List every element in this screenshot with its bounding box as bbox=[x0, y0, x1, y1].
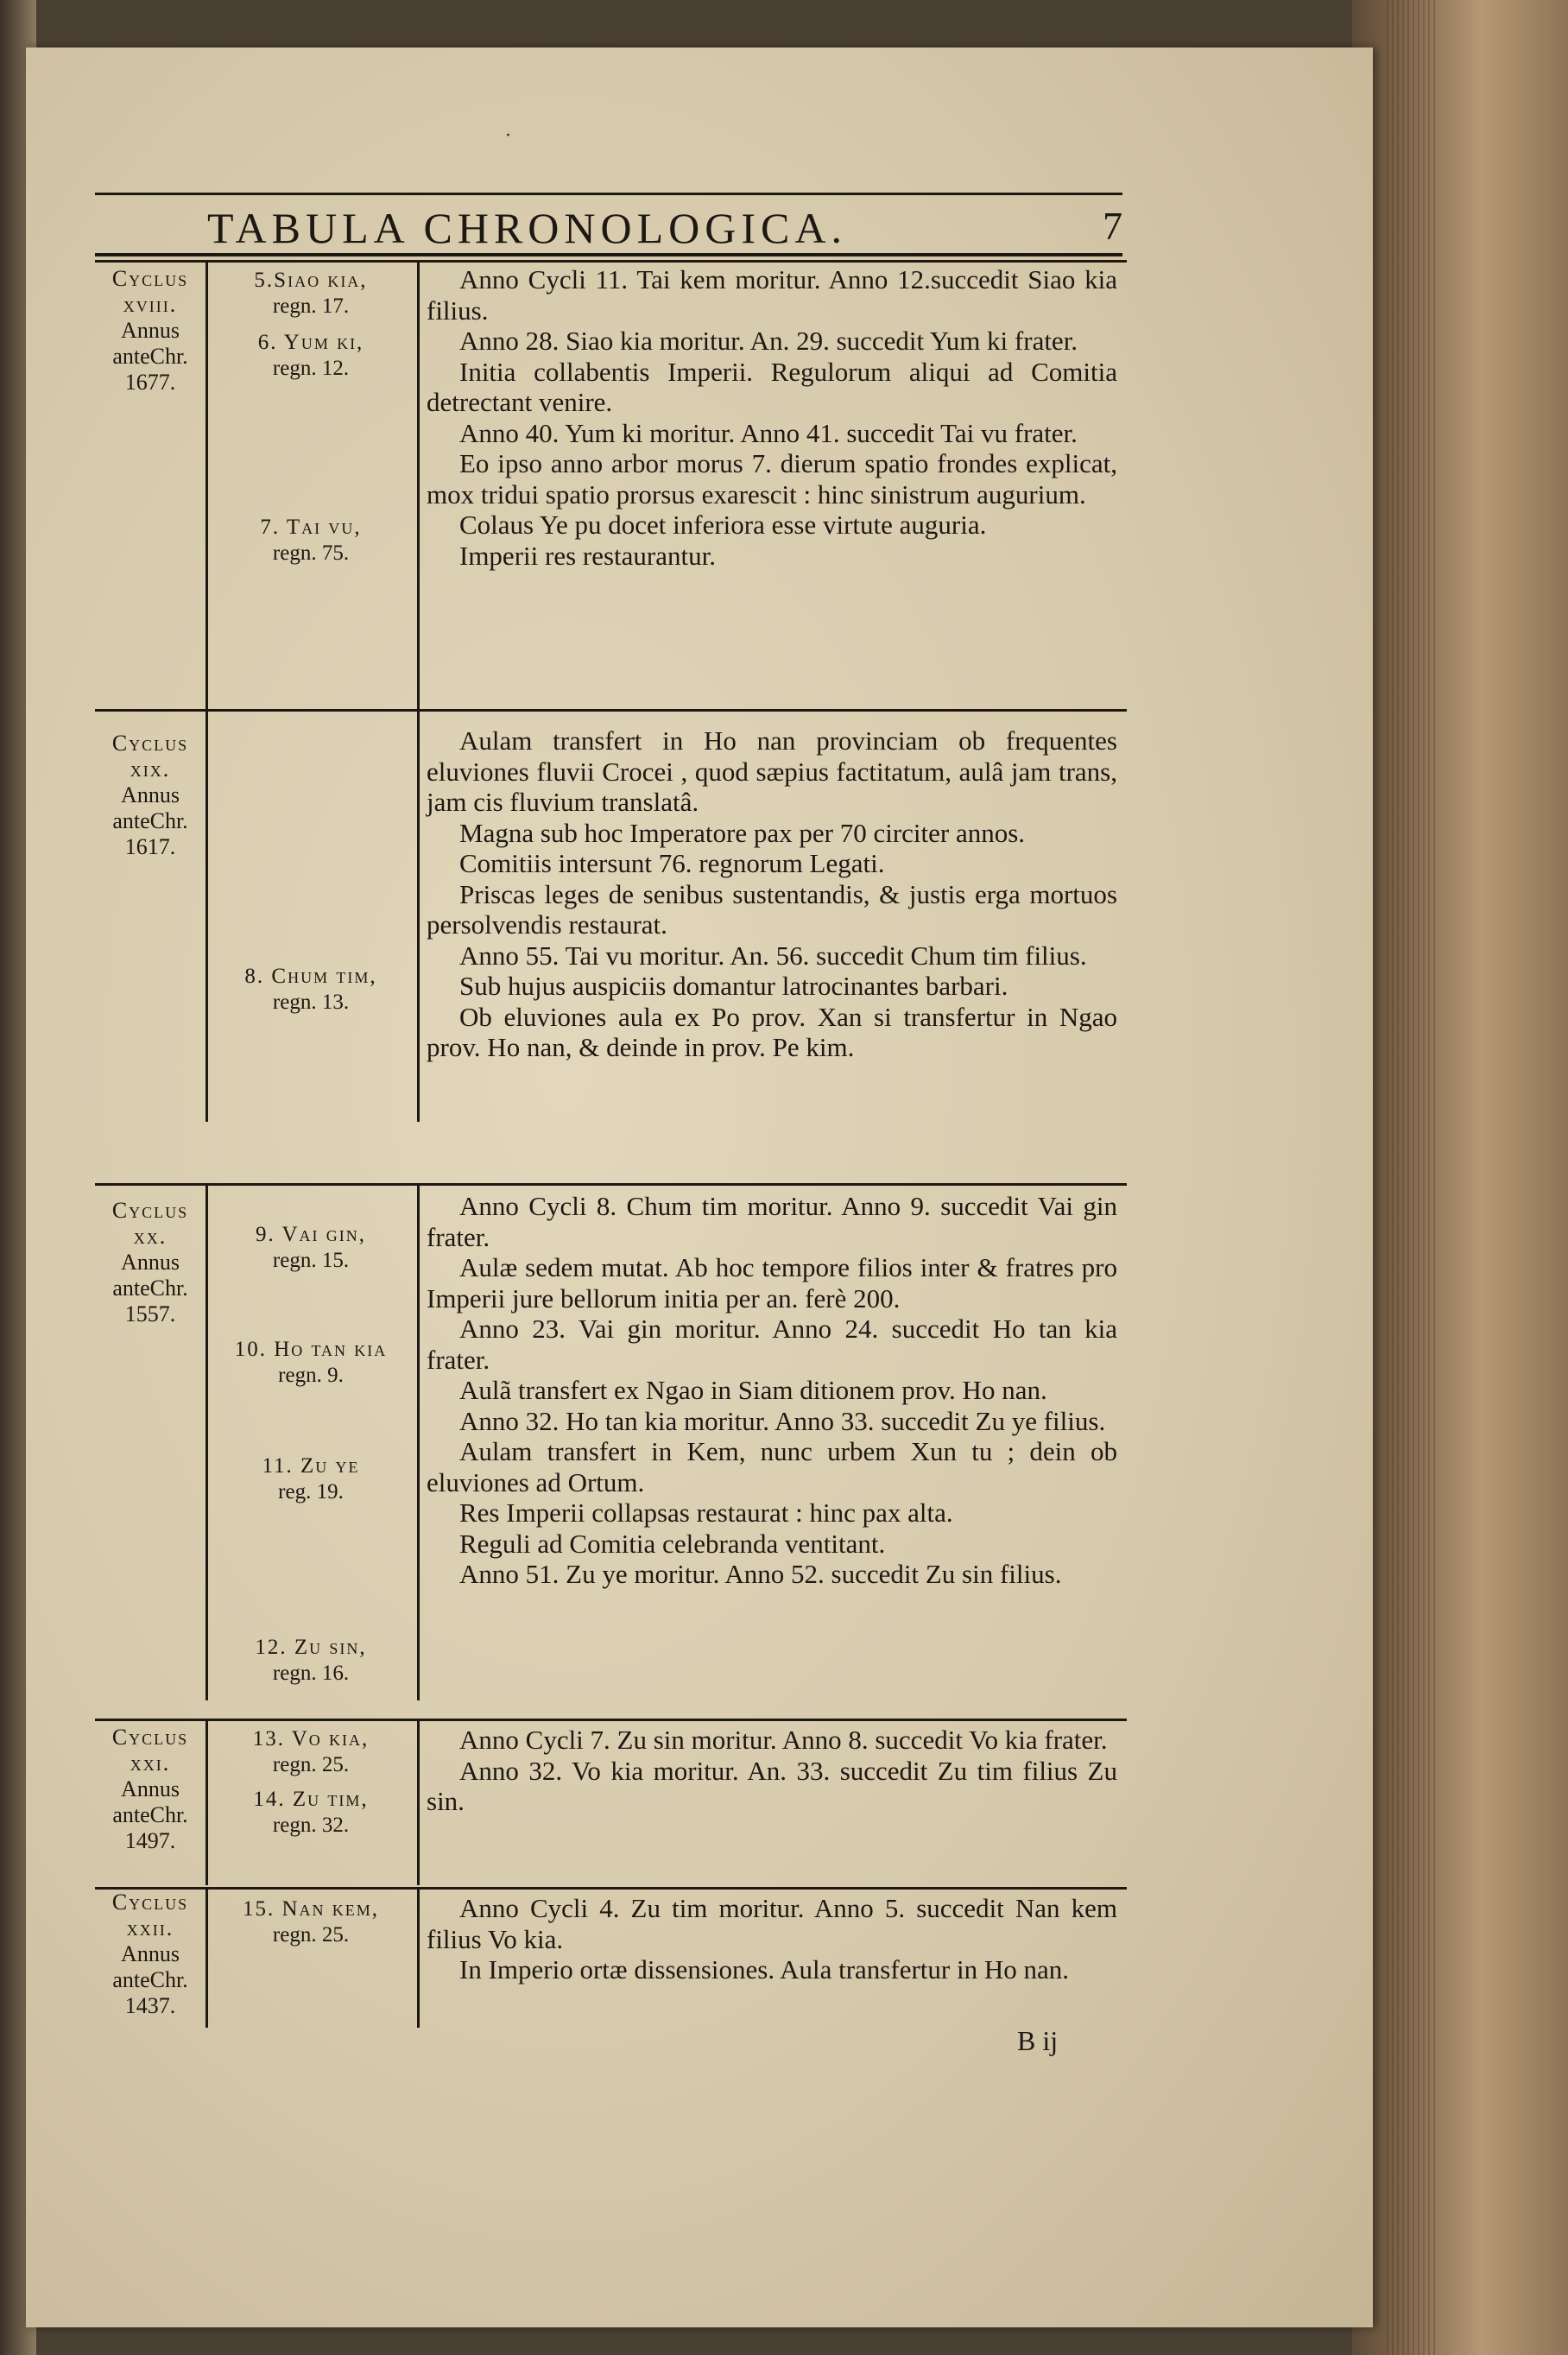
reign-entry bbox=[212, 1726, 410, 1778]
chronicle-paragraph: Anno 32. Ho tan kia moritur. Anno 33. succedit Zu ye filius. bbox=[459, 1405, 1106, 1436]
cycle-label bbox=[95, 1890, 205, 2019]
ink-speck: · bbox=[505, 125, 511, 147]
cycle-year: 1677. bbox=[124, 370, 176, 395]
emperor-name: 7. Tai vu, bbox=[260, 516, 362, 539]
annus-label: Annus bbox=[121, 1250, 180, 1275]
ante-chr-label: anteChr. bbox=[112, 808, 188, 833]
cycle-word: Cyclus bbox=[111, 1725, 189, 1750]
chronicle-paragraph: Anno 40. Yum ki moritur. Anno 41. succedit Tai vu frater. bbox=[459, 417, 1078, 448]
annus-label: Annus bbox=[121, 318, 180, 343]
chronicle-paragraph: Priscas leges de senibus sustentandis, & justis erga mortuos persolvendis restaurat. bbox=[427, 878, 1117, 940]
chronicle-paragraph: Comitiis intersunt 76. regnorum Legati. bbox=[459, 848, 885, 878]
chronicle-paragraph: Anno 28. Siao kia moritur. An. 29. succedit Yum ki frater. bbox=[459, 326, 1078, 356]
ante-chr-label: anteChr. bbox=[112, 1276, 188, 1301]
reign-years: regn. 16. bbox=[272, 1662, 350, 1685]
emperor-name: 11. Zu ye bbox=[262, 1454, 360, 1478]
chronicle-paragraph: Colaus Ye pu docet inferiora esse virtute auguria. bbox=[459, 510, 987, 540]
emperor-name: 5.Siao kia, bbox=[254, 269, 368, 292]
reign-entry bbox=[212, 1787, 410, 1839]
ante-chr-label: anteChr. bbox=[112, 1802, 188, 1827]
cycle-label bbox=[95, 731, 205, 860]
reign-entry bbox=[212, 515, 410, 567]
chronicle-paragraph: Anno 32. Vo kia moritur. An. 33. succedit Zu tim filius Zu sin. bbox=[427, 1755, 1117, 1816]
cycle-block-19 bbox=[95, 709, 1127, 1122]
reign-entry bbox=[212, 1337, 410, 1389]
cycle-year: 1437. bbox=[124, 1993, 176, 2018]
chronicle-paragraph: Magna sub hoc Imperatore pax per 70 circiter annos. bbox=[459, 817, 1026, 848]
emperor-name: 8. Chum tim, bbox=[244, 965, 377, 988]
chronicle-paragraph: Anno Cycli 4. Zu tim moritur. Anno 5. succedit Nan kem filius Vo kia. bbox=[427, 1893, 1117, 1954]
reign-years: regn. 25. bbox=[272, 1923, 350, 1947]
emperor-name: 14. Zu tim, bbox=[253, 1788, 369, 1811]
reign-entry bbox=[212, 964, 410, 1016]
chronicle-paragraph: Reguli ad Comitia celebranda ventitant. bbox=[459, 1528, 886, 1559]
chronicle-paragraph: Anno Cycli 8. Chum tim moritur. Anno 9. succedit Vai gin frater. bbox=[427, 1191, 1117, 1252]
signature-mark: B ij bbox=[1017, 2025, 1059, 2056]
reign-years: regn. 13. bbox=[272, 991, 350, 1014]
reign-years: regn. 32. bbox=[272, 1814, 350, 1837]
ante-chr-label: anteChr. bbox=[112, 344, 188, 369]
annus-label: Annus bbox=[121, 1941, 180, 1966]
chronicle-paragraph: Ob eluviones aula ex Po prov. Xan si transfertur in Ngao prov. Ho nan, & deinde in prov. Pe kim. bbox=[427, 1001, 1117, 1062]
reign-entry bbox=[212, 1222, 410, 1274]
emperor-name: 10. Ho tan kia bbox=[234, 1338, 388, 1361]
chronicle-paragraph: Anno 23. Vai gin moritur. Anno 24. succedit Ho tan kia frater. bbox=[427, 1314, 1117, 1375]
chronicle-text bbox=[427, 264, 1117, 571]
reign-entry bbox=[212, 1453, 410, 1505]
reign-years: regn. 17. bbox=[272, 294, 350, 318]
chronicle-paragraph: Aulam transfert in Ho nan provinciam ob frequentes eluviones fluvii Crocei , quod sæpius factitatum, aulâ jam trans, jam cis fluvium translatâ. bbox=[427, 725, 1117, 817]
reign-years: regn. 25. bbox=[272, 1753, 350, 1776]
emperor-name: 13. Vo kia, bbox=[252, 1727, 370, 1750]
chronicle-paragraph: Imperii res restaurantur. bbox=[459, 540, 716, 571]
cycle-label bbox=[95, 266, 205, 396]
cycle-year: 1557. bbox=[124, 1301, 176, 1326]
cycle-label bbox=[95, 1725, 205, 1854]
reign-entry bbox=[212, 1635, 410, 1687]
chronicle-text bbox=[427, 725, 1117, 1063]
chronicle-text bbox=[427, 1725, 1117, 1817]
chronicle-paragraph: Anno Cycli 11. Tai kem moritur. Anno 12.succedit Siao kia filius. bbox=[427, 264, 1117, 326]
cycle-number: xxii. bbox=[126, 1915, 174, 1940]
cycle-label bbox=[95, 1198, 205, 1327]
reign-entry bbox=[212, 1896, 410, 1948]
header-top-rule bbox=[95, 193, 1122, 195]
chronicle-paragraph: Sub hujus auspiciis domantur latrocinantes barbari. bbox=[459, 971, 1008, 1001]
chronicle-text bbox=[427, 1191, 1117, 1590]
page-number: 7 bbox=[1103, 204, 1122, 248]
cycle-word: Cyclus bbox=[111, 266, 189, 291]
chronicle-paragraph: Eo ipso anno arbor morus 7. dierum spatio frondes explicat, mox tridui spatio prorsus exarescit : hinc sinistrum augurium. bbox=[427, 448, 1117, 510]
annus-label: Annus bbox=[121, 1776, 180, 1801]
cycle-word: Cyclus bbox=[111, 731, 189, 756]
cycle-number: xx. bbox=[133, 1224, 168, 1249]
chronicle-paragraph: Aulam transfert in Kem, nunc urbem Xun tu ; dein ob eluviones ad Ortum. bbox=[427, 1436, 1117, 1497]
chronicle-paragraph: Anno 55. Tai vu moritur. An. 56. succedit Chum tim filius. bbox=[459, 940, 1087, 971]
cycle-number: xix. bbox=[130, 757, 171, 782]
cycle-block-18 bbox=[95, 260, 1127, 712]
reign-years: regn. 75. bbox=[272, 541, 350, 565]
cycle-block-22 bbox=[95, 1887, 1127, 2062]
chronicle-paragraph: Anno Cycli 7. Zu sin moritur. Anno 8. succedit Vo kia frater. bbox=[459, 1725, 1108, 1755]
reign-entry bbox=[212, 330, 410, 382]
annus-label: Annus bbox=[121, 782, 180, 807]
ante-chr-label: anteChr. bbox=[112, 1967, 188, 1992]
cycle-number: xxi. bbox=[130, 1750, 171, 1776]
emperor-name: 12. Zu sin, bbox=[255, 1636, 367, 1659]
cycle-year: 1497. bbox=[124, 1828, 176, 1853]
cycle-year: 1617. bbox=[124, 834, 176, 859]
reign-years: reg. 19. bbox=[278, 1480, 344, 1504]
chronicle-paragraph: Initia collabentis Imperii. Regulorum aliqui ad Comitia detrectant venire. bbox=[427, 356, 1117, 417]
chronicle-paragraph: Res Imperii collapsas restaurat : hinc pax alta. bbox=[459, 1497, 953, 1528]
cycle-block-21 bbox=[95, 1719, 1127, 1885]
reign-entry bbox=[212, 268, 410, 320]
emperor-name: 9. Vai gin, bbox=[255, 1223, 367, 1246]
chronicle-paragraph: Aulã transfert ex Ngao in Siam ditionem prov. Ho nan. bbox=[459, 1375, 1047, 1405]
reign-years: regn. 15. bbox=[272, 1249, 350, 1272]
chronicle-text bbox=[427, 1893, 1117, 1985]
running-header bbox=[95, 203, 1122, 252]
reign-years: regn. 9. bbox=[278, 1364, 344, 1387]
chronicle-paragraph: Aulæ sedem mutat. Ab hoc tempore filios inter & fratres pro Imperii jure bellorum initia per an. ferè 200. bbox=[427, 1252, 1117, 1314]
cycle-word: Cyclus bbox=[111, 1890, 189, 1915]
header-bottom-rule bbox=[95, 253, 1122, 256]
page-title: TABULA CHRONOLOGICA. bbox=[207, 204, 847, 252]
chronicle-paragraph: In Imperio ortæ dissensiones. Aula transfertur in Ho nan. bbox=[459, 1954, 1069, 1985]
cycle-word: Cyclus bbox=[111, 1198, 189, 1223]
emperor-name: 6. Yum ki, bbox=[257, 331, 364, 354]
cycle-number: xviii. bbox=[123, 292, 178, 317]
book-page-edges bbox=[1352, 0, 1568, 2355]
cycle-block-20 bbox=[95, 1183, 1127, 1700]
book-page bbox=[26, 47, 1373, 2327]
chronicle-paragraph: Anno 51. Zu ye moritur. Anno 52. succedit Zu sin filius. bbox=[459, 1559, 1062, 1589]
emperor-name: 15. Nan kem, bbox=[242, 1897, 380, 1921]
reign-years: regn. 12. bbox=[272, 357, 350, 380]
